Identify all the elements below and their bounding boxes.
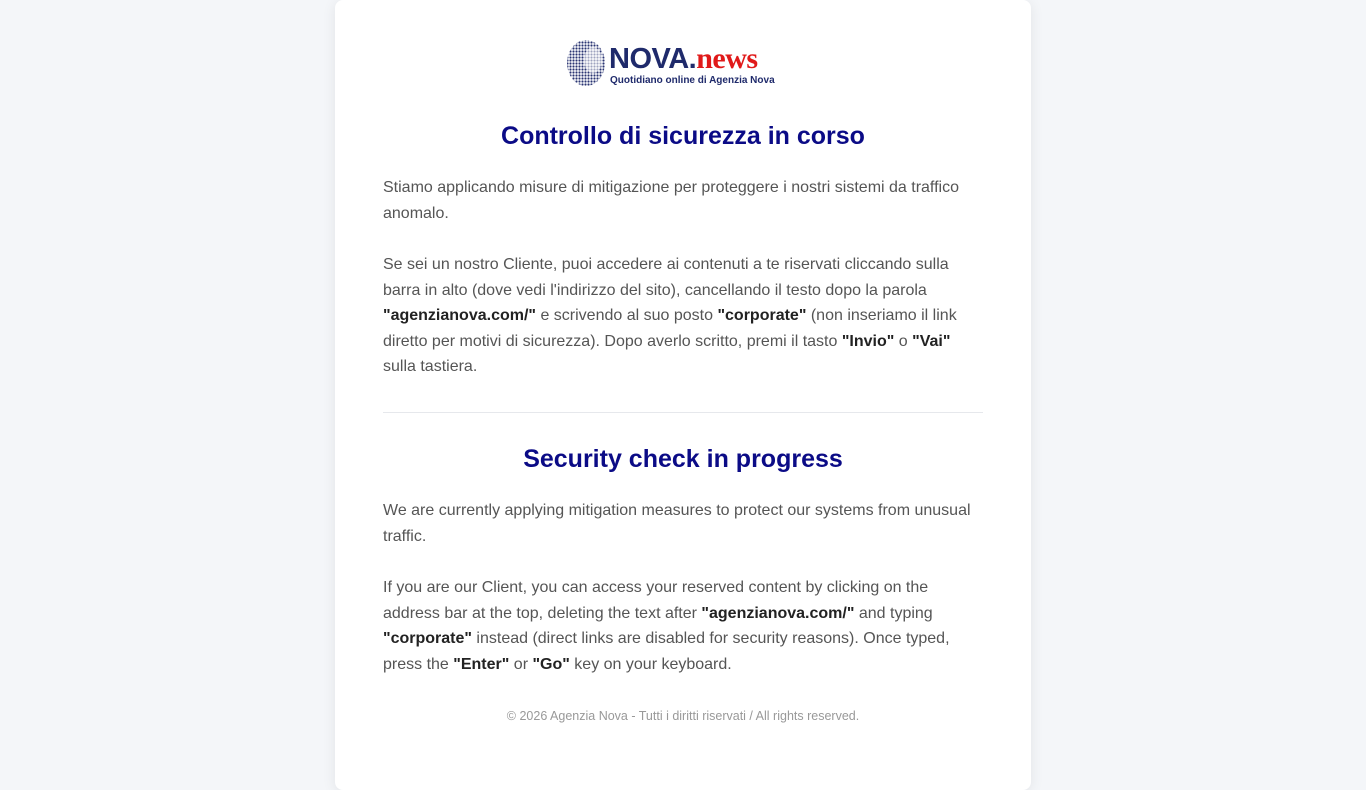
page-title-english: Security check in progress [523,445,843,473]
client-instructions-italian: Se sei un nostro Cliente, puoi accedere ai contenuti a te riservati cliccando sulla barra in alto (dove vedi l'indirizzo del sito), cancellando il testo dopo la parola "agenzianova.com/" e scrivendo al suo posto "corporate" (non inseriamo il link diretto per motivi di sicurezza). Dopo averlo scritto, premi il tasto "Invio" o "Vai" sulla tastiera. [383,256,957,375]
section-divider [383,412,983,413]
globe-icon [566,38,606,88]
client-instructions-english: If you are our Client, you can access your reserved content by clicking on the address bar at the top, deleting the text after "agenzianova.com/" and typing "corporate" instead (direct links are disabled for security reasons). Once typed, press the "Enter" or "Go" key on your keyboard. [383,579,950,673]
security-check-card [335,0,1031,790]
page-title-italian: Controllo di sicurezza in corso [501,122,865,150]
mitigation-text-english: We are currently applying mitigation measures to protect our systems from unusual traffic. [383,502,971,545]
logo-wordmark: NOVA.news [609,42,758,75]
logo-tagline: Quotidiano online di Agenzia Nova [610,75,775,86]
mitigation-text-italian: Stiamo applicando misure di mitigazione per proteggere i nostri sistemi da traffico anomalo. [383,179,959,222]
nova-news-logo [566,36,806,90]
copyright-footer: © 2026 Agenzia Nova - Tutti i diritti riservati / All rights reserved. [506,709,860,723]
